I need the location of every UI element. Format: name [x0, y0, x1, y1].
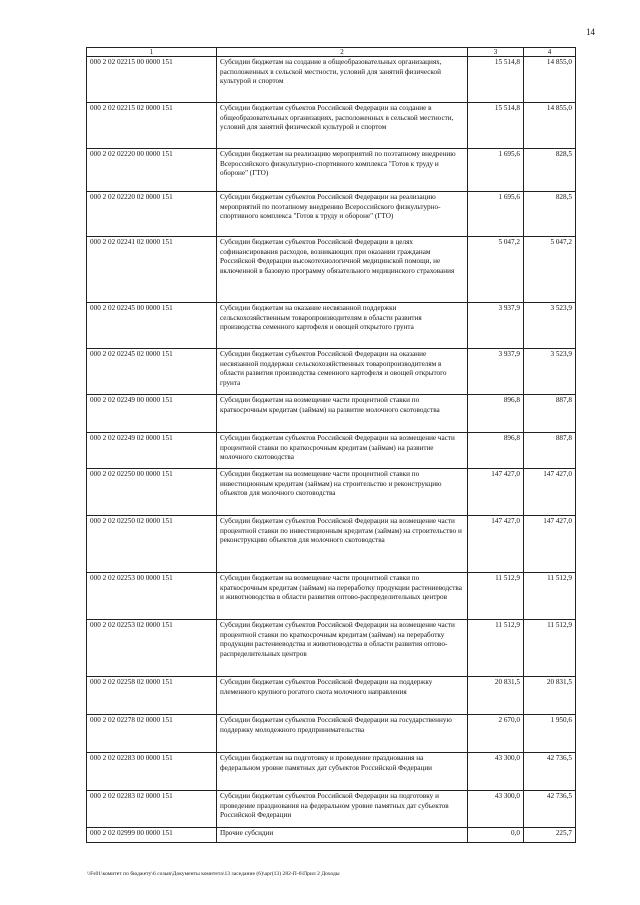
actual-value-cell: 14 855,0 — [524, 103, 576, 149]
plan-value-cell: 2 670,0 — [468, 715, 524, 753]
plan-value-cell: 20 831,5 — [468, 677, 524, 715]
table-header-row — [87, 48, 576, 57]
table-row — [87, 103, 576, 149]
actual-value-cell: 147 427,0 — [524, 516, 576, 573]
name-cell: Субсидии бюджетам субъектов Российской Федерации на создание в общеобразовательных организациях, расположенных в сельской местности, условий для занятий физической культурой и спортом — [217, 103, 468, 149]
column-header-plan: 3 — [468, 48, 524, 57]
name-cell: Субсидии бюджетам субъектов Российской Федерации на подготовку и проведение празднования на федеральном уровне памятных дат субъектов Российской Федерации — [217, 791, 468, 828]
code-cell: 000 2 02 02215 02 0000 151 — [87, 103, 217, 149]
table-row — [87, 516, 576, 573]
code-cell: 000 2 02 02249 00 0000 151 — [87, 395, 217, 433]
table-row — [87, 753, 576, 791]
actual-value-cell: 3 523,9 — [524, 349, 576, 395]
plan-value-cell: 15 514,8 — [468, 103, 524, 149]
plan-value-cell: 3 937,9 — [468, 303, 524, 349]
plan-value-cell: 1 695,6 — [468, 192, 524, 237]
code-cell: 000 2 02 02250 00 0000 151 — [87, 469, 217, 516]
actual-value-cell: 3 523,9 — [524, 303, 576, 349]
name-cell: Субсидии бюджетам субъектов Российской Федерации на возмещение части процентной ставки по краткосрочным кредитам (займам) на развитие молочного скотоводства — [217, 433, 468, 469]
table-row — [87, 149, 576, 192]
plan-value-cell: 896,8 — [468, 395, 524, 433]
name-cell: Субсидии бюджетам субъектов Российской Федерации на возмещение части процентной ставки по инвестиционным кредитам (займам) на строительство и реконструкцию объектов для молочного скотоводства — [217, 516, 468, 573]
actual-value-cell: 20 831,5 — [524, 677, 576, 715]
actual-value-cell: 5 047,2 — [524, 237, 576, 303]
column-header-actual: 4 — [524, 48, 576, 57]
code-cell: 000 2 02 02250 02 0000 151 — [87, 516, 217, 573]
table-row — [87, 620, 576, 677]
actual-value-cell: 11 512,9 — [524, 573, 576, 620]
table-row — [87, 828, 576, 843]
table-body — [87, 57, 576, 843]
name-cell: Субсидии бюджетам субъектов Российской Федерации на государственную поддержку молодежного предпринимательства — [217, 715, 468, 753]
plan-value-cell: 43 300,0 — [468, 791, 524, 828]
revenue-table — [86, 47, 576, 843]
plan-value-cell: 5 047,2 — [468, 237, 524, 303]
table-row — [87, 469, 576, 516]
code-cell: 000 2 02 02245 02 0000 151 — [87, 349, 217, 395]
code-cell: 000 2 02 02215 00 0000 151 — [87, 57, 217, 103]
column-header-name: 2 — [217, 48, 468, 57]
table-row — [87, 715, 576, 753]
code-cell: 000 2 02 02253 02 0000 151 — [87, 620, 217, 677]
actual-value-cell: 147 427,0 — [524, 469, 576, 516]
name-cell: Субсидии бюджетам субъектов Российской Федерации на реализацию мероприятий по поэтапному внедрению Всероссийского физкультурно-спортивного комплекса "Готов к труду и обороне" (ГТО) — [217, 192, 468, 237]
table-row — [87, 303, 576, 349]
code-cell: 000 2 02 02220 02 0000 151 — [87, 192, 217, 237]
table-row — [87, 433, 576, 469]
code-cell: 000 2 02 02258 02 0000 151 — [87, 677, 217, 715]
actual-value-cell: 887,8 — [524, 395, 576, 433]
name-cell: Субсидии бюджетам субъектов Российской Федерации на возмещение части процентной ставки по краткосрочным кредитам (займам) на переработку продукции растениеводства и животноводства в области развития оптово-распределительных центров — [217, 620, 468, 677]
code-cell: 000 2 02 02249 02 0000 151 — [87, 433, 217, 469]
plan-value-cell: 3 937,9 — [468, 349, 524, 395]
plan-value-cell: 1 695,6 — [468, 149, 524, 192]
name-cell: Прочие субсидии — [217, 828, 468, 843]
name-cell: Субсидии бюджетам на подготовку и проведение празднования на федеральном уровне памятных дат субъектов Российской Федерации — [217, 753, 468, 791]
footer-file-path: \\Fs01\комитет по бюджету\6 созыв\Документы комитета\13 заседание (6)\apr(13) 282-П-6\Прил 2 Доходы — [87, 871, 340, 877]
name-cell: Субсидии бюджетам субъектов Российской Федерации в целях софинансирования расходов, возникающих при оказании гражданам Российской Федерации высокотехнологичной медицинской помощи, не включенной в базовую программу обязательного медицинского страхования — [217, 237, 468, 303]
code-cell: 000 2 02 02283 02 0000 151 — [87, 791, 217, 828]
table-row — [87, 395, 576, 433]
actual-value-cell: 14 855,0 — [524, 57, 576, 103]
name-cell: Субсидии бюджетам на возмещение части процентной ставки по инвестиционным кредитам (займам) на строительство и реконструкцию объектов для молочного скотоводства — [217, 469, 468, 516]
actual-value-cell: 887,8 — [524, 433, 576, 469]
actual-value-cell: 11 512,9 — [524, 620, 576, 677]
actual-value-cell: 42 736,5 — [524, 791, 576, 828]
name-cell: Субсидии бюджетам на создание в общеобразовательных организациях, расположенных в сельской местности, условий для занятий физической культурой и спортом — [217, 57, 468, 103]
name-cell: Субсидии бюджетам на возмещение части процентной ставки по краткосрочным кредитам (займам) на развитие молочного скотоводства — [217, 395, 468, 433]
table-row — [87, 791, 576, 828]
table-row — [87, 677, 576, 715]
plan-value-cell: 43 300,0 — [468, 753, 524, 791]
name-cell: Субсидии бюджетам на оказание несвязанной поддержки сельскохозяйственным товаропроизводителям в области развития производства семенного картофеля и овощей открытого грунта — [217, 303, 468, 349]
name-cell: Субсидии бюджетам субъектов Российской Федерации на поддержку племенного крупного рогатого скота молочного направления — [217, 677, 468, 715]
plan-value-cell: 0,0 — [468, 828, 524, 843]
plan-value-cell: 11 512,9 — [468, 573, 524, 620]
page-number: 14 — [586, 27, 595, 37]
code-cell: 000 2 02 02220 00 0000 151 — [87, 149, 217, 192]
actual-value-cell: 828,5 — [524, 149, 576, 192]
name-cell: Субсидии бюджетам на возмещение части процентной ставки по краткосрочным кредитам (займам) на переработку продукции растениеводства и животноводства в области развития оптово-распределительных центров — [217, 573, 468, 620]
actual-value-cell: 828,5 — [524, 192, 576, 237]
plan-value-cell: 896,8 — [468, 433, 524, 469]
plan-value-cell: 11 512,9 — [468, 620, 524, 677]
table-row — [87, 237, 576, 303]
actual-value-cell: 1 950,6 — [524, 715, 576, 753]
code-cell: 000 2 02 02245 00 0000 151 — [87, 303, 217, 349]
name-cell: Субсидии бюджетам на реализацию мероприятий по поэтапному внедрению Всероссийского физкультурно-спортивного комплекса "Готов к труду и обороне" (ГТО) — [217, 149, 468, 192]
table-row — [87, 192, 576, 237]
code-cell: 000 2 02 02278 02 0000 151 — [87, 715, 217, 753]
code-cell: 000 2 02 02999 00 0000 151 — [87, 828, 217, 843]
actual-value-cell: 225,7 — [524, 828, 576, 843]
name-cell: Субсидии бюджетам субъектов Российской Федерации на оказание несвязанной поддержки сельскохозяйственных товаропроизводителям в области развития производства семенного картофеля и овощей открытого грунта — [217, 349, 468, 395]
plan-value-cell: 15 514,8 — [468, 57, 524, 103]
plan-value-cell: 147 427,0 — [468, 469, 524, 516]
actual-value-cell: 42 736,5 — [524, 753, 576, 791]
code-cell: 000 2 02 02283 00 0000 151 — [87, 753, 217, 791]
code-cell: 000 2 02 02253 00 0000 151 — [87, 573, 217, 620]
plan-value-cell: 147 427,0 — [468, 516, 524, 573]
code-cell: 000 2 02 02241 02 0000 151 — [87, 237, 217, 303]
table-row — [87, 57, 576, 103]
table-row — [87, 573, 576, 620]
table-row — [87, 349, 576, 395]
column-header-code: 1 — [87, 48, 217, 57]
